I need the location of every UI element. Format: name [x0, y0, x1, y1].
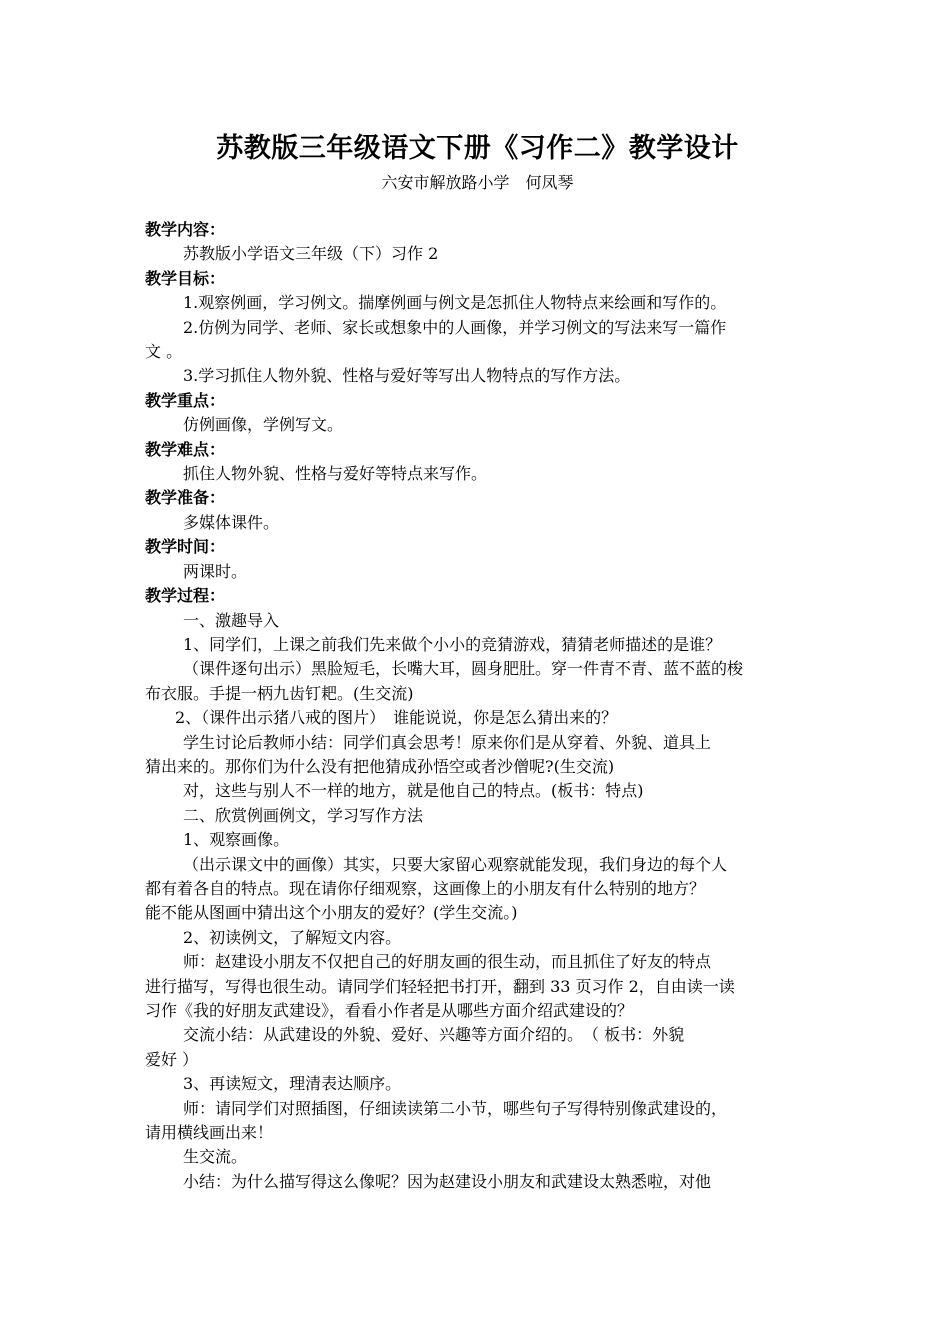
- content-heading: 教学内容：: [145, 220, 226, 239]
- process-line: 进行描写，写得也很生动。请同学们轻轻把书打开，翻到 33 页习作 2，自由读一读: [145, 976, 735, 996]
- process-line: 学生讨论后教师小结：同学们真会思考！原来你们是从穿着、外貌、道具上: [183, 732, 712, 752]
- process-line: 师：赵建设小朋友不仅把自己的好朋友画的很生动，而且抓住了好友的特点: [183, 952, 712, 972]
- author-byline: 六安市解放路小学 何凤琴: [381, 173, 574, 192]
- process-line: 都有着各自的特点。现在请你仔细观察，这画像上的小朋友有什么特别的地方？: [145, 878, 706, 898]
- process-line: 对，这些与别人不一样的地方，就是他自己的特点。(板书：特点): [183, 781, 644, 801]
- process-line: （出示课文中的画像）其实，只要大家留心观察就能发现，我们身边的每个人: [183, 854, 728, 874]
- difficulty-heading: 教学难点：: [145, 439, 226, 459]
- time-text: 两课时。: [183, 561, 248, 581]
- difficulty-text: 抓住人物外貌、性格与爱好等特点来写作。: [183, 464, 488, 484]
- process-line: 二、欣赏例画例文，学习写作方法: [183, 805, 424, 825]
- process-heading: 教学过程：: [145, 586, 226, 606]
- goal-1: 1.观察例画，学习例文。揣摩例画与例文是怎抓住人物特点来绘画和写作的。: [183, 293, 727, 313]
- goals-heading: 教学目标：: [145, 268, 226, 288]
- process-line: 请用横线画出来！: [145, 1123, 274, 1143]
- process-line: 爱好 ）: [145, 1049, 199, 1069]
- process-line: 习作《我的好朋友武建设》，看看小作者是从哪些方面介绍武建设的？: [145, 1001, 634, 1020]
- process-line: 1、观察画像。: [183, 830, 290, 850]
- process-line: 2、（课件出示猪八戒的图片） 谁能说说，你是怎么猜出来的？: [175, 708, 618, 728]
- goal-2-line-2: 文 。: [145, 342, 183, 362]
- key-points-heading: 教学重点：: [145, 390, 226, 410]
- process-line: 一、激趣导入: [183, 610, 280, 630]
- process-line: 交流小结：从武建设的外貌、爱好、兴趣等方面介绍的。 （ 板书：外貌: [183, 1025, 685, 1045]
- document-title: 苏教版三年级语文下册《习作二》教学设计: [216, 133, 739, 164]
- process-line: 2、初读例文，了解短文内容。: [183, 927, 402, 947]
- process-line: 生交流。: [183, 1147, 248, 1167]
- goal-2-line-1: 2.仿例为同学、老师、家长或想象中的人画像，并学习例文的写法来写一篇作: [183, 317, 727, 337]
- preparation-heading: 教学准备：: [145, 488, 226, 508]
- process-line: 布衣服。手提一柄九齿钉耙。(生交流): [145, 683, 414, 703]
- process-line: 能不能从图画中猜出这个小朋友的爱好？(学生交流。): [145, 903, 518, 923]
- process-line: 师：请同学们对照插图，仔细读读第二小节，哪些句子写得特别像武建设的，: [183, 1098, 728, 1118]
- preparation-text: 多媒体课件。: [183, 512, 280, 532]
- process-line: 小结：为什么描写得这么像呢？因为赵建设小朋友和武建设太熟悉啦，对他: [183, 1171, 712, 1191]
- time-heading: 教学时间：: [145, 537, 226, 557]
- process-line: （课件逐句出示）黑脸短毛，长嘴大耳，圆身肥肚。穿一件青不青、蓝不蓝的梭: [183, 659, 744, 679]
- document-page: [145, 128, 810, 1194]
- process-line: 猜出来的。那你们为什么没有把他猜成孙悟空或者沙僧呢?(生交流): [145, 756, 615, 776]
- key-points-text: 仿例画像，学例写文。: [183, 415, 344, 435]
- content-text: 苏教版小学语文三年级（下）习作 2: [183, 244, 439, 264]
- process-line: 1、同学们，上课之前我们先来做个小小的竞猜游戏，猜猜老师描述的是谁？: [183, 634, 722, 654]
- goal-3: 3.学习抓住人物外貌、性格与爱好等写出人物特点的写作方法。: [183, 366, 631, 386]
- process-line: 3、再读短文，理清表达顺序。: [183, 1074, 402, 1094]
